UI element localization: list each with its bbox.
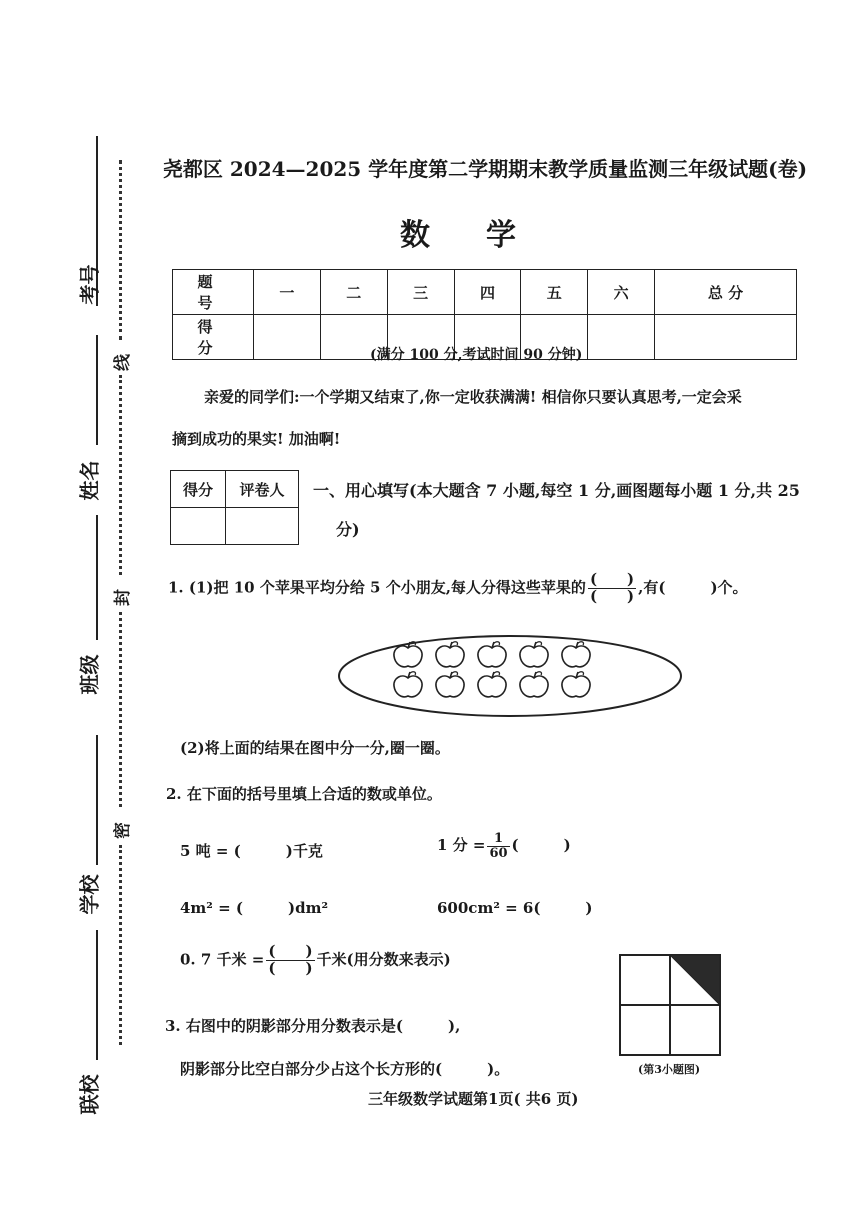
grader-score-header: 得分 — [171, 471, 226, 508]
margin-line-union — [96, 930, 98, 1060]
exam-note: (满分 100 分,考试时间 90 分钟) — [370, 347, 583, 363]
apple-icon — [562, 672, 590, 697]
grader-score-cell[interactable] — [171, 508, 226, 545]
q3-rectangle-figure — [619, 954, 721, 1056]
apple-icon — [520, 642, 548, 667]
q2-b-pre: 1 分 = — [437, 836, 486, 855]
grader-table — [170, 470, 299, 545]
apple-icon — [436, 672, 464, 697]
q2-e-post: 千米(用分数来表示) — [316, 950, 451, 969]
q2-c: 4m² = ( )dm² — [180, 899, 329, 917]
apple-icon — [478, 642, 506, 667]
q2-b-den: 60 — [489, 845, 508, 861]
apples-ellipse — [339, 636, 681, 716]
score-header-cell: 总 分 — [655, 270, 797, 315]
apple-icon — [562, 642, 590, 667]
seal-char-mi: 密 — [113, 822, 133, 839]
q3-shaded-triangle — [670, 955, 720, 1005]
q2-a: 5 吨 = ( )千克 — [180, 842, 323, 860]
score-cell[interactable] — [254, 315, 321, 360]
score-header-cell: 一 — [254, 270, 321, 315]
subject-title: 数学 — [400, 218, 572, 253]
score-table-header-row — [173, 270, 797, 315]
apples-ellipse-figure — [336, 633, 684, 719]
score-header-cell: 三 — [387, 270, 454, 315]
intro-line-2: 摘到成功的果实! 加油啊! — [172, 430, 341, 448]
q1-text-b: ,有( )个。 — [638, 578, 748, 597]
name-label: 姓名 — [77, 460, 102, 501]
score-row-label: 得 分 — [173, 315, 254, 360]
q2-stem: 2. 在下面的括号里填上合适的数或单位。 — [166, 785, 442, 803]
intro-line-1: 亲爱的同学们:一个学期又结束了,你一定收获满满! 相信你只要认真思考,一定会采 — [204, 388, 742, 406]
class-label: 班级 — [77, 654, 102, 695]
seal-char-feng: 封 — [113, 589, 133, 606]
q2-b — [437, 832, 571, 860]
page-footer: 三年级数学试题第1页( 共6 页) — [368, 1090, 579, 1108]
q2-e-pre: 0. 7 千米 = — [180, 950, 265, 969]
apple-icon — [394, 672, 422, 697]
section-1-title: 一、用心填写(本大题含 7 小题,每空 1 分,画图题每小题 1 分,共 25 — [313, 481, 800, 500]
q1-part2: (2)将上面的结果在图中分一分,圈一圈。 — [180, 739, 450, 757]
apple-icon — [478, 672, 506, 697]
score-header-cell: 六 — [588, 270, 655, 315]
margin-line-name-top — [96, 335, 98, 445]
q1-text-a: 1. (1)把 10 个苹果平均分给 5 个小朋友,每人分得这些苹果的 — [168, 578, 586, 597]
q2-b-num: 1 — [487, 832, 509, 847]
apple-icon — [436, 642, 464, 667]
seal-dots-1 — [119, 160, 122, 340]
grader-name-header: 评卷人 — [226, 471, 299, 508]
q1-part1 — [168, 572, 748, 605]
score-header-cell: 二 — [320, 270, 387, 315]
seal-dots-4 — [119, 845, 122, 1045]
grader-name-cell[interactable] — [226, 508, 299, 545]
q3-line-2: 阴影部分比空白部分少占这个长方形的( )。 — [180, 1060, 510, 1078]
exam-no-label: 考号 — [77, 264, 102, 305]
seal-dots-3 — [119, 612, 122, 807]
q2-e-fraction-blank[interactable] — [266, 944, 314, 977]
seal-char-xian: 线 — [113, 354, 133, 371]
q1-frac-den: ( ) — [589, 586, 635, 605]
apple-icon — [520, 672, 548, 697]
school-label: 学校 — [77, 874, 102, 915]
score-header-cell: 题 号 — [173, 270, 254, 315]
q2-b-fraction — [487, 832, 509, 860]
q3-figure-caption: (第3小题图) — [638, 1063, 701, 1076]
q2-e-den: ( ) — [268, 958, 313, 977]
seal-dots-2 — [119, 375, 122, 575]
q2-e — [180, 944, 451, 977]
margin-line-class — [96, 515, 98, 640]
q2-d: 600cm² = 6( ) — [437, 899, 593, 917]
q1-frac-num: ( ) — [589, 570, 635, 588]
q2-b-post: ( ) — [511, 836, 571, 855]
score-cell[interactable] — [588, 315, 655, 360]
union-label: 联校 — [77, 1074, 102, 1115]
q3-line-1: 3. 右图中的阴影部分用分数表示是( ), — [165, 1017, 461, 1035]
exam-title: 尧都区 2024—2025 学年度第二学期期末教学质量监测三年级试题(卷) — [162, 157, 808, 181]
score-cell[interactable] — [655, 315, 797, 360]
score-header-cell: 五 — [521, 270, 588, 315]
q2-e-num: ( ) — [268, 942, 313, 960]
margin-line-school — [96, 735, 98, 865]
q1-fraction-blank[interactable] — [588, 572, 636, 605]
section-1-title-cont: 分) — [336, 520, 360, 539]
score-header-cell: 四 — [454, 270, 521, 315]
